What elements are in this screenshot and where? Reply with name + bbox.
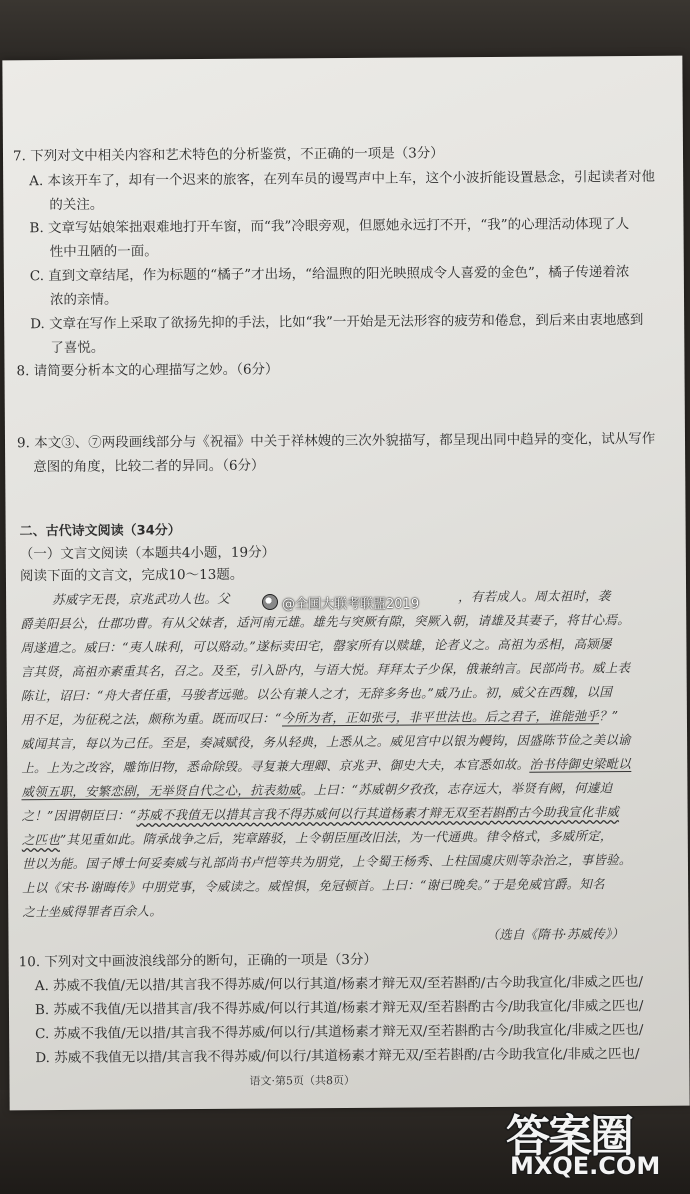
weibo-watermark: [262, 593, 419, 612]
wavy-underlined-sentence-b: 之匹也: [21, 832, 60, 848]
passage-line-11-end: ”其见重如此。隋承战争之后，宪章踳驳，上令朝臣厘改旧法，为一代通典。律令格式，多威所定，: [59, 828, 613, 848]
passage-line-14: 之士坐威得罪者百余人。: [22, 903, 163, 920]
passage-line-8: [21, 756, 631, 776]
passage-line-3: 周遂遣之。威曰：“夷人昧利，可以赂动。”遂标卖田宅，罄家所有以赎雄，论者义之。高祖为丞相，高颎屡: [20, 636, 612, 656]
passage-line-9-end: 。上曰：“苏威朝夕孜孜，志存远大，举贤有阙，何遽迫: [300, 780, 613, 798]
q7-option-a-line2: 的关注。: [49, 196, 104, 214]
weibo-icon: [262, 594, 278, 610]
site-logo: [506, 1100, 686, 1188]
passage-line-7: 威闻其言，每以为己任。至是，奏减赋役，务从轻典，上悉从之。威见宫中以银为幔钩，因盛陈节俭之美以谕: [21, 732, 631, 752]
section-subtitle: （一）文言文阅读（本题共4小题，19分）: [19, 544, 276, 563]
exam-paper-page: [2, 56, 689, 1111]
q10-option-c: C. 苏威不我值/无以措/其言我不得苏威/何以行/其道杨素才辩无双/至若斟酌古今/助我宣化/非威之匹也/: [35, 1021, 644, 1043]
passage-line-10: [22, 804, 619, 824]
passage-line-8-start: 上。上为之改容，雕饰旧物，悉命除毁。寻复兼大理卿、京兆尹、御史大夫，本官悉如故。: [21, 756, 530, 776]
underlined-sentence-1: 今所为者，正如张弓，非平世法也。后之君子，谁能弛乎: [281, 708, 600, 726]
section-title: 二、古代诗文阅读（34分）: [19, 523, 181, 540]
logo-chars: 答案圈: [506, 1111, 632, 1162]
passage-line-10-start: 之！”因谓朝臣曰：“: [21, 807, 137, 824]
passage-line-1a: 苏威字无畏，京兆武功人也。父: [52, 590, 230, 608]
passage-line-6: [21, 708, 619, 728]
logo-url: MXQE.COM: [510, 1152, 661, 1180]
q10-option-d: D. 苏威不我值无以措/其言我不得苏威/何以行/其道杨素才辩无双/至若斟酌/古今助我宣化/非威之匹也/: [35, 1045, 640, 1067]
page-footer: 语文·第5页（共8页）: [249, 1073, 356, 1088]
q8-stem: 8. 请简要分析本文的心理描写之妙。（6分）: [16, 361, 279, 380]
q7-stem: 7. 下列对文中相关内容和艺术特色的分析鉴赏，不正确的一项是（3分）: [12, 145, 444, 165]
passage-line-2: 爵美阳县公，仕郡功曹。有从父妹者，适河南元雄。雄先与突厥有隙，突厥入朝，请雄及其妻子，将甘心焉。: [20, 612, 630, 632]
passage-line-11: [22, 828, 613, 848]
q10-option-a: A. 苏威不我值/无以措/其言我不得苏威/何以行其道/杨素才辩无双/至若斟酌/古今助我宣化/非威之匹也/: [34, 973, 644, 995]
q7-option-d-line1: D. 文章在写作上采取了欲扬先抑的手法，比如“我”一开始是无法形容的疲劳和倦怠，到后来由衷地感到: [30, 311, 644, 333]
watermark-text: @全国大联考联盟2019: [282, 597, 420, 612]
passage-line-6-end: ？”: [598, 708, 619, 724]
passage-source: （选自《隋书·苏威传》）: [486, 926, 625, 943]
q7-option-c-line1: C. 直到文章结尾，作为标题的“橘子”才出场，“给温煦的阳光映照成令人喜爱的金色”，橘子传递着浓: [29, 264, 630, 285]
q7-option-c-line2: 浓的亲情。: [49, 291, 118, 309]
passage-line-1b: ，有若成人。周太祖时，袭: [458, 588, 611, 605]
passage-line-12: 世以为能。国子博士何妥奏威与礼部尚书卢恺等共为朋党，上令蜀王杨秀、上柱国虞庆则等杂治之，事皆验。: [21, 852, 632, 872]
q10-stem: 10. 下列对文中画波浪线部分的断句，正确的一项是（3分）: [18, 951, 378, 971]
passage-line-4: 言其贤，高祖亦素重其名，召之。及至，引入卧内，与语大悦。拜拜太子少保，俄兼纳言。民部尚书。威上表: [20, 660, 631, 680]
passage-line-5: 陈让，诏曰：“舟大者任重，马骏者远驰。以公有兼人之才，无辞多务也。”威乃止。初，威父在西魏，以国: [20, 684, 612, 704]
q10-option-b: B. 苏威不我值/无以措其言/我不得苏威/何以行其道/杨素才辩无双/至若斟酌古今/助我宣化/非威之匹也/: [34, 997, 644, 1019]
wavy-underlined-sentence-a: 苏威不我值无以措其言我不得苏威何以行其道杨素才辩无双至若斟酌古今助我宣化非威: [136, 804, 620, 823]
q7-option-a-line1: A. 本该开车了，却有一个迟来的旅客，在列车员的谩骂声中上车，这个小波折能设置悬念，引起读者对他: [29, 168, 656, 190]
q7-option-b-line2: 性中丑陋的一面。: [49, 243, 158, 261]
reading-instruction: 阅读下面的文言文，完成10～13题。: [19, 566, 244, 585]
underlined-sentence-2a: 治书侍御史梁毗以: [529, 756, 631, 772]
q7-option-b-line1: B. 文章写姑娘笨拙艰难地打开车窗，而“我”冷眼旁观，但愿她永远打不开，“我”的心理活动体现了人: [29, 216, 630, 237]
passage-line-6-start: 用不足，为征税之法，颇称为重。既而叹曰：“: [20, 710, 282, 728]
q9-stem-line2: 意图的角度，比较二者的异同。（6分）: [33, 457, 265, 476]
q7-option-d-line2: 了喜悦。: [50, 339, 105, 357]
underlined-sentence-2b: 威领五职，安繁恋剧，无举贤自代之心，抗表劾威: [21, 782, 301, 800]
passage-line-9: [21, 780, 612, 800]
passage-line-13: 上以《宋书·谢晦传》中朋党事，令威读之。威惶惧，免冠顿首。上曰：“谢已晚矣。”于是免威官爵。知名: [22, 876, 605, 896]
q9-stem-line1: 9. 本文③、⑦两段画线部分与《祝福》中关于祥林嫂的三次外貌描写，都呈现出同中趋异的变化，试从写作: [16, 430, 656, 452]
